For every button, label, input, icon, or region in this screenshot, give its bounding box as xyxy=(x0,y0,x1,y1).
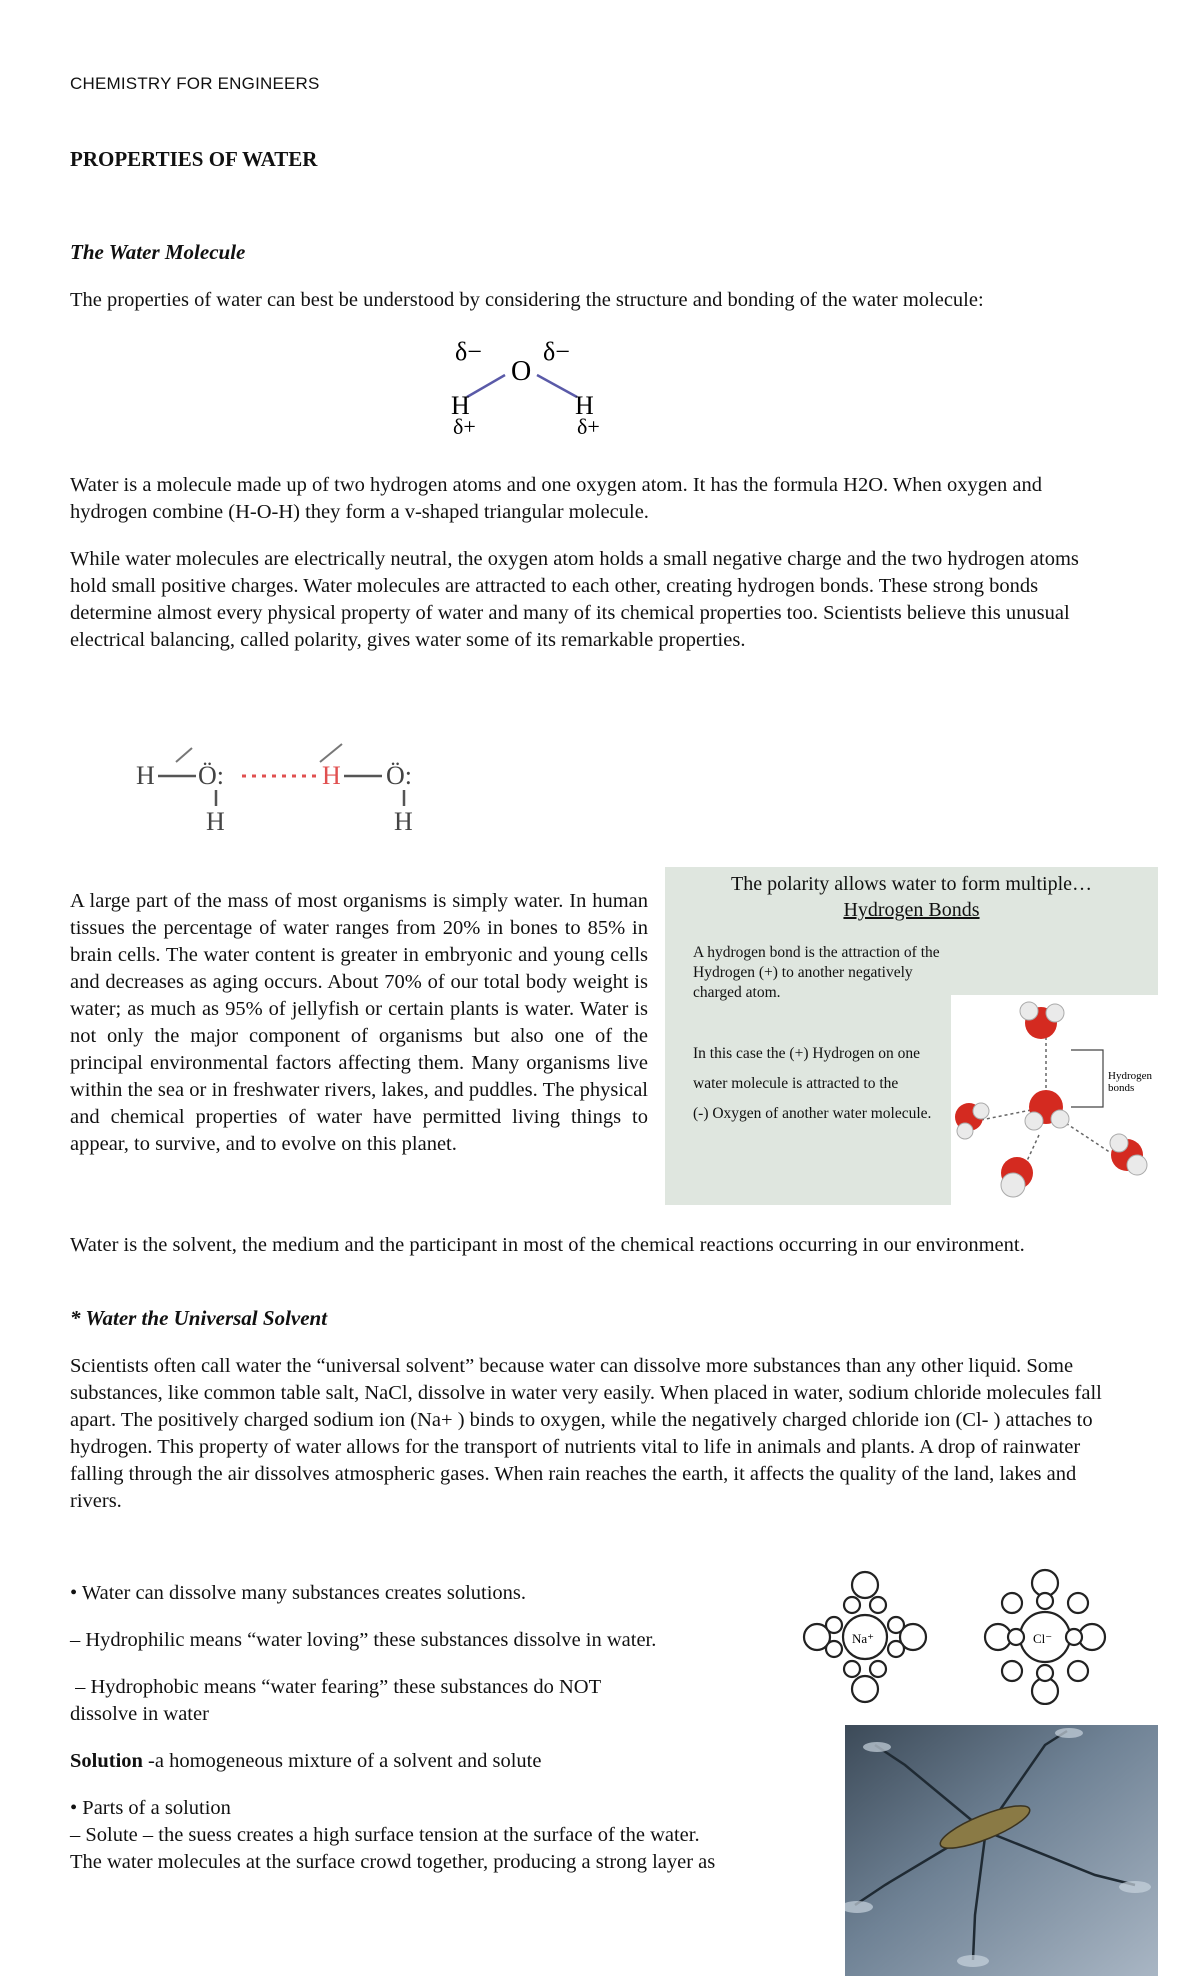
hydrophobic-line-2: dissolve in water xyxy=(70,1703,209,1725)
case-line: In this case the (+) Hydrogen on one xyxy=(693,1045,920,1062)
hydrogen-sphere xyxy=(1001,1173,1025,1197)
sodium-label: Na⁺ xyxy=(852,1631,875,1646)
section-heading-universal-solvent: * Water the Universal Solvent xyxy=(70,1306,328,1330)
definition-line: A hydrogen bond is the attraction of the xyxy=(693,944,940,961)
definition-line: charged atom. xyxy=(693,984,781,1001)
bullet-dissolve: • Water can dissolve many substances creates solutions. xyxy=(70,1582,527,1604)
bonds-label: Hydrogen xyxy=(1108,1070,1152,1082)
page-title: PROPERTIES OF WATER xyxy=(70,147,318,171)
water-molecule-circle xyxy=(852,1572,878,1598)
universal-solvent-paragraph: Scientists often call water the “universal solvent” because water can dissolve more substances than any other liquid. Some substances, like common table salt, NaCl, dissolve in water very easily. When placed in water, sodium chloride molecules fall apart. The positively charged sodium ion (Na+ ) binds to oxygen, while the negatively charged chloride ion (Cl- ) attaches to hydrogen. This property of water allows for the transport of nutrients vital to life in animals and plants. A drop of rainwater falling through the air dissolves atmospheric gases. When rain reaches the earth, it affects the quality of the land, lakes and rivers. xyxy=(70,1355,1102,1512)
leg-dimple xyxy=(1055,1728,1083,1738)
water-surface xyxy=(845,1725,1158,1976)
water-molecule-circle xyxy=(844,1661,860,1677)
water-molecule-circle xyxy=(870,1597,886,1613)
hydrogen-sphere xyxy=(973,1103,989,1119)
water-molecule-circle xyxy=(1068,1661,1088,1681)
h-atom-3: H xyxy=(394,807,413,833)
hydrogen-sphere xyxy=(1110,1134,1128,1152)
organisms-paragraph: A large part of the mass of most organisms is simply water. In human tissues the percentage of water ranges from 20% in bones to 85% in brain cells. The water content is greater in embryonic and young cells and decreases as aging occurs. About 70% of our total body weight is water; as much as 95% of jellyfish or certain plants is water. Water is not only the major component of organisms but also one of the principal environmental factors affecting them. Many organisms live within the sea or in freshwater rivers, lakes, and puddles. The physical and chemical properties of water have permitted living things to appear, to survive, and to evolve on this planet. xyxy=(70,890,648,1155)
o-atom-2: Ö: xyxy=(386,761,412,790)
bond-line xyxy=(320,744,342,762)
chloride-label: Cl⁻ xyxy=(1033,1631,1053,1646)
solution-definition xyxy=(70,1748,541,1775)
hydrophilic-line: – Hydrophilic means “water loving” these substances dissolve in water. xyxy=(70,1629,657,1651)
water-molecule-circle xyxy=(870,1661,886,1677)
hydrogen-sphere xyxy=(1051,1110,1069,1128)
bonds-label: bonds xyxy=(1108,1082,1135,1094)
water-molecule-circle xyxy=(888,1641,904,1657)
callout-definition xyxy=(693,943,940,1003)
intro-paragraph: The properties of water can best be understood by considering the structure and bonding of the water molecule: xyxy=(70,289,984,311)
water-molecule-circle xyxy=(1002,1593,1022,1613)
water-molecule-circle xyxy=(888,1617,904,1633)
bond-right xyxy=(537,375,577,397)
water-molecule-circle xyxy=(844,1597,860,1613)
ion-hydration-figure xyxy=(800,1565,1160,1705)
hydrogen-left: H xyxy=(451,391,470,420)
hydrogen-bonds-callout xyxy=(665,867,1158,1205)
section-heading-water-molecule: The Water Molecule xyxy=(70,240,246,264)
water-strider-photo xyxy=(845,1725,1158,1976)
hydrophobic-line: – Hydrophobic means “water fearing” these substances do NOT xyxy=(70,1676,602,1698)
solution-term: Solution xyxy=(70,1750,143,1772)
o-atom-1: Ö: xyxy=(198,761,224,790)
hydrogen-sphere xyxy=(1025,1112,1043,1130)
molecule-paragraph: Water is a molecule made up of two hydrogen atoms and one oxygen atom. It has the formula H2O. When oxygen and hydrogen combine (H-O-H) they form a v-shaped triangular molecule. xyxy=(70,474,1043,523)
water-molecule-circle xyxy=(1066,1629,1082,1645)
delta-plus-right: δ+ xyxy=(577,414,600,435)
water-molecule-circle xyxy=(1037,1665,1053,1681)
water-cluster-illustration xyxy=(951,995,1158,1205)
parts-bullet: • Parts of a solution xyxy=(70,1797,231,1819)
leg-dimple xyxy=(863,1742,891,1752)
leg-dimple xyxy=(957,1955,989,1967)
solvent-medium-paragraph: Water is the solvent, the medium and the participant in most of the chemical reactions occurring in our environment. xyxy=(70,1234,1025,1256)
callout-case xyxy=(693,1039,931,1129)
h-atom-2: H xyxy=(206,807,225,833)
polarity-paragraph: While water molecules are electrically neutral, the oxygen atom holds a small negative charge and the two hydrogen atoms hold small positive charges. Water molecules are attracted to each other, creating hydrogen bonds. These strong bonds determine almost every physical property of water and many of its chemical properties too. Scientists believe this unusual electrical balancing, called polarity, gives water some of its remarkable properties. xyxy=(70,548,1079,651)
callout-subtitle: Hydrogen Bonds xyxy=(843,899,980,921)
leg-dimple xyxy=(1119,1881,1151,1893)
definition-line: Hydrogen (+) to another negatively xyxy=(693,964,913,981)
delta-plus-left: δ+ xyxy=(453,414,476,435)
surface-tension-line: The water molecules at the surface crowd together, producing a strong layer as xyxy=(70,1851,716,1873)
water-molecule-circle xyxy=(1008,1629,1024,1645)
hydrogen-sphere xyxy=(1020,1002,1038,1020)
hydrogen-bond-figure xyxy=(130,738,480,833)
delta-minus-right: δ− xyxy=(543,337,570,366)
callout-title: The polarity allows water to form multiple… xyxy=(730,873,1093,895)
hydrogen-sphere xyxy=(1046,1004,1064,1022)
water-molecule-circle xyxy=(1068,1593,1088,1613)
oxygen-atom: O xyxy=(511,356,532,387)
course-header: CHEMISTRY FOR ENGINEERS xyxy=(70,74,320,93)
water-molecule-circle xyxy=(826,1641,842,1657)
case-line: (-) Oxygen of another water molecule. xyxy=(693,1105,932,1122)
solute-line: – Solute – the suess creates a high surface tension at the surface of the water. xyxy=(70,1824,700,1846)
water-molecule-circle xyxy=(852,1676,878,1702)
bond-left xyxy=(467,375,505,397)
bond-line xyxy=(176,748,192,762)
water-molecule-circle xyxy=(1002,1661,1022,1681)
hydrogen-sphere xyxy=(1127,1155,1147,1175)
solution-def: -a homogeneous mixture of a solvent and solute xyxy=(142,1750,542,1772)
water-molecule-circle xyxy=(826,1617,842,1633)
delta-minus-left: δ− xyxy=(455,337,482,366)
water-molecule-figure xyxy=(425,330,625,435)
case-line: water molecule is attracted to the xyxy=(693,1075,899,1092)
h-atom-1: H xyxy=(136,761,155,790)
hydrogen-right: H xyxy=(575,391,594,420)
water-molecule-circle xyxy=(1037,1593,1053,1609)
h-atom-red: H xyxy=(322,761,341,790)
hydrogen-sphere xyxy=(957,1123,973,1139)
